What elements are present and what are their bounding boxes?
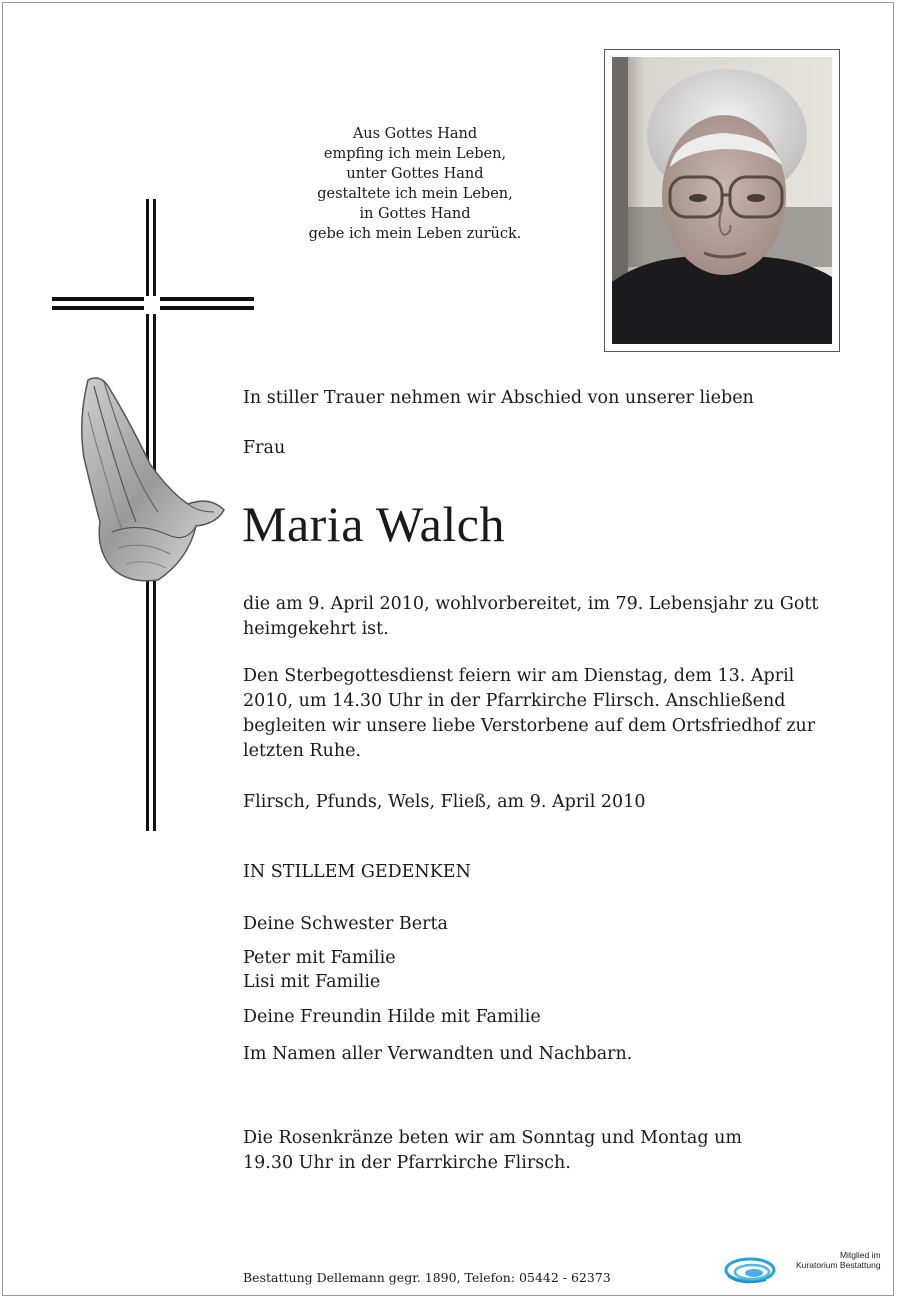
undertaker-info: Bestattung Dellemann gegr. 1890, Telefon: 05442 - 62373: [243, 1270, 611, 1285]
poem-line: gestaltete ich mein Leben,: [317, 186, 513, 202]
poem-line: Aus Gottes Hand: [352, 126, 478, 142]
mourner-sister: Deine Schwester Berta: [243, 914, 448, 934]
poem-line: empfing ich mein Leben,: [323, 146, 507, 162]
cross-center: [144, 296, 160, 314]
rosary-line: Die Rosenkränze beten wir am Sonntag und Montag um: [243, 1128, 742, 1148]
salutation: Frau: [243, 438, 286, 458]
poem-line: gebe ich mein Leben zurück.: [308, 226, 522, 242]
poem-line: in Gottes Hand: [359, 206, 471, 222]
service-line: 2010, um 14.30 Uhr in der Pfarrkirche Flirsch. Anschließend: [243, 691, 786, 711]
mourner-friend: Deine Freundin Hilde mit Familie: [243, 1007, 541, 1027]
poem: [290, 124, 540, 244]
portrait-photo: [612, 57, 832, 344]
logo-caption: [796, 1250, 881, 1270]
poem-line: unter Gottes Hand: [346, 166, 484, 182]
logo-line: Kuratorium Bestattung: [796, 1260, 881, 1270]
death-line: die am 9. April 2010, wohlvorbereitet, im 79. Lebensjahr zu Gott: [243, 594, 819, 614]
intro-text: In stiller Trauer nehmen wir Abschied von unserer lieben: [243, 388, 754, 408]
service-line: begleiten wir unsere liebe Verstorbene auf dem Ortsfriedhof zur: [243, 716, 816, 736]
mourner-family: Lisi mit Familie: [243, 972, 381, 992]
place-date: Flirsch, Pfunds, Wels, Fließ, am 9. April 2010: [243, 792, 646, 812]
praying-hands-icon: [78, 372, 228, 587]
rosary-line: 19.30 Uhr in der Pfarrkirche Flirsch.: [243, 1153, 571, 1173]
service-line: Den Sterbegottesdienst feiern wir am Dienstag, dem 13. April: [243, 666, 795, 686]
mourners-heading: IN STILLEM GEDENKEN: [243, 862, 471, 882]
mourner-all: Im Namen aller Verwandten und Nachbarn.: [243, 1044, 633, 1064]
death-line: heimgekehrt ist.: [243, 619, 389, 639]
mourner-family: Peter mit Familie: [243, 948, 396, 968]
service-line: letzten Ruhe.: [243, 741, 362, 761]
logo-line: Mitglied im: [839, 1250, 881, 1260]
deceased-name: Maria Walch: [242, 496, 505, 552]
